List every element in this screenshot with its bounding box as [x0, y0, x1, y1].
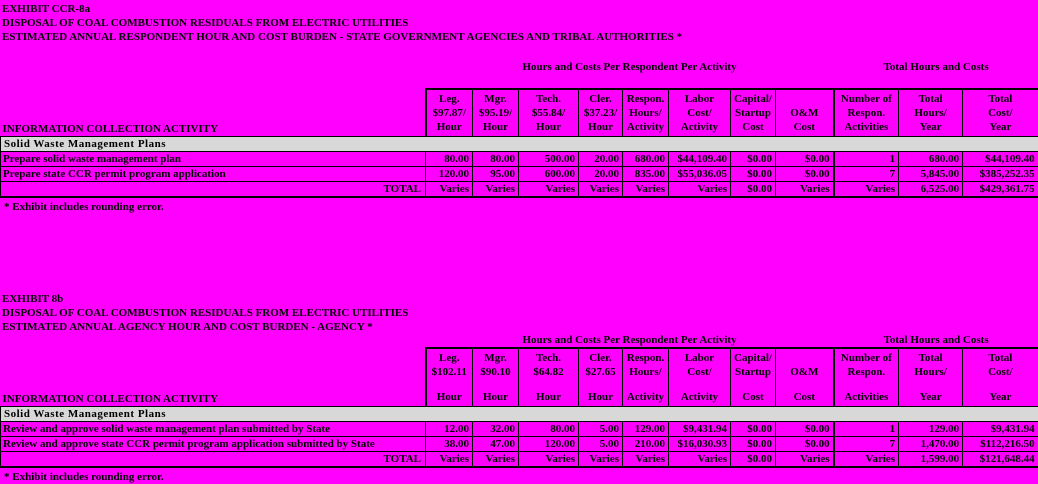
value-cell: 7	[834, 167, 899, 182]
value-cell: Varies	[426, 452, 473, 468]
column-header-line: Hour	[474, 390, 517, 404]
column-header	[623, 348, 669, 407]
value-cell: $0.00	[776, 152, 834, 167]
column-header-line: Hours/	[900, 365, 961, 379]
column-header-line: Hour	[520, 120, 577, 134]
column-header	[579, 348, 623, 407]
column-header	[731, 89, 776, 137]
group-header-totals: Total Hours and Costs	[834, 61, 1038, 74]
value-cell: $0.00	[731, 422, 776, 437]
value-cell: $121,648.44	[963, 452, 1038, 468]
column-header	[776, 89, 834, 137]
column-header-line: Labor	[670, 351, 729, 365]
column-header	[669, 348, 731, 407]
value-cell: Varies	[669, 452, 731, 468]
value-cell: $0.00	[776, 167, 834, 182]
value-cell: $44,109.40	[669, 152, 731, 167]
column-header-line: $37.23/	[580, 106, 621, 120]
column-header-line: Leg.	[428, 92, 472, 106]
value-cell: $9,431.94	[963, 422, 1038, 437]
column-header-line: Year	[964, 390, 1037, 404]
value-cell: 500.00	[519, 152, 579, 167]
column-header-line: Cost/	[964, 365, 1037, 379]
value-cell: 20.00	[579, 167, 623, 182]
value-cell: $0.00	[776, 437, 834, 452]
value-cell: 95.00	[473, 167, 519, 182]
column-header-line: Hour	[520, 390, 577, 404]
value-cell: $16,030.93	[669, 437, 731, 452]
value-cell: 32.00	[473, 422, 519, 437]
exhibit-subtitle: DISPOSAL OF COAL COMBUSTION RESIDUALS FROM ELECTRIC UTILITIES	[2, 16, 1038, 30]
activity-row	[1, 437, 1038, 452]
value-cell: 6,525.00	[899, 182, 963, 198]
column-header-line: Tech.	[520, 351, 577, 365]
value-cell: 80.00	[473, 152, 519, 167]
activity-row	[1, 152, 1038, 167]
column-header-line: Startup	[732, 365, 774, 379]
value-cell: 1	[834, 152, 899, 167]
footnote: * Exhibit includes rounding error.	[0, 468, 1038, 484]
value-cell: $385,252.35	[963, 167, 1038, 182]
column-header-line: $27.65	[580, 365, 621, 379]
column-header-line: Cost	[777, 120, 832, 134]
column-header	[899, 348, 963, 407]
value-cell: Varies	[426, 182, 473, 198]
value-cell: $0.00	[731, 437, 776, 452]
column-header-line: Total	[964, 351, 1037, 365]
column-header-line: O&M	[777, 106, 832, 120]
column-header-line: Total	[900, 92, 961, 106]
value-cell: $0.00	[776, 422, 834, 437]
value-cell: Varies	[623, 182, 669, 198]
burden-table-state	[0, 61, 1038, 198]
group-header-per-activity: Hours and Costs Per Respondent Per Activity	[426, 61, 834, 74]
info-collection-activity-header: INFORMATION COLLECTION ACTIVITY	[1, 89, 426, 137]
column-header-line: Cost	[777, 390, 832, 404]
value-cell: $429,361.75	[963, 182, 1038, 198]
column-header-line: Capital/	[732, 92, 774, 106]
footnote: * Exhibit includes rounding error.	[0, 198, 1038, 214]
value-cell: 210.00	[623, 437, 669, 452]
value-cell: $9,431.94	[669, 422, 731, 437]
value-cell: 5,845.00	[899, 167, 963, 182]
column-header-line: Cost/	[964, 106, 1037, 120]
exhibit-number: EXHIBIT 8b	[2, 292, 1038, 306]
value-cell: 120.00	[426, 167, 473, 182]
value-cell: Varies	[473, 452, 519, 468]
value-cell: 129.00	[623, 422, 669, 437]
value-cell: 120.00	[519, 437, 579, 452]
column-header-line: Hour	[580, 390, 621, 404]
value-cell: Varies	[519, 182, 579, 198]
value-cell: $55,036.05	[669, 167, 731, 182]
column-header-line: Activity	[670, 390, 729, 404]
exhibit-titles	[0, 2, 1038, 44]
total-row	[1, 182, 1038, 198]
column-header-line: Activity	[624, 390, 667, 404]
group-header-totals: Total Hours and Costs	[834, 334, 1038, 348]
value-cell: 20.00	[579, 152, 623, 167]
value-cell: 80.00	[519, 422, 579, 437]
value-cell: 80.00	[426, 152, 473, 167]
value-cell: Varies	[834, 182, 899, 198]
group-header-row	[1, 61, 1038, 74]
group-header-row	[1, 334, 1038, 348]
column-header-line: Activities	[836, 390, 898, 404]
column-header-line: Cost	[732, 120, 774, 134]
column-header-line: Tech.	[520, 92, 577, 106]
column-header-row	[1, 89, 1038, 137]
value-cell: Varies	[519, 452, 579, 468]
column-header	[776, 348, 834, 407]
exhibit-titles	[0, 292, 1038, 334]
column-header-line: Hours/	[900, 106, 961, 120]
column-header	[473, 89, 519, 137]
column-header	[834, 89, 899, 137]
value-cell: Varies	[834, 452, 899, 468]
exhibit-number: EXHIBIT CCR-8a	[2, 2, 1038, 16]
column-header-line: Leg.	[428, 351, 472, 365]
value-cell: Varies	[776, 452, 834, 468]
section-row	[1, 407, 1038, 422]
column-header	[426, 348, 473, 407]
value-cell: $0.00	[731, 452, 776, 468]
value-cell: 5.00	[579, 437, 623, 452]
group-header-spacer	[1, 61, 426, 74]
column-header-line: O&M	[777, 365, 832, 379]
column-header-line: Respon.	[624, 92, 667, 106]
exhibit-description: ESTIMATED ANNUAL AGENCY HOUR AND COST BURDEN - AGENCY *	[2, 320, 1038, 334]
column-header-line: $55.84/	[520, 106, 577, 120]
column-header-line: Hour	[474, 120, 517, 134]
value-cell: Varies	[579, 452, 623, 468]
column-header-line: Startup	[732, 106, 774, 120]
activity-label: Prepare state CCR permit program application	[1, 167, 426, 182]
column-header-line: Hours/	[624, 365, 667, 379]
column-header-line: Capital/	[732, 351, 774, 365]
group-header-per-activity: Hours and Costs Per Respondent Per Activity	[426, 334, 834, 348]
column-header-line: Activity	[670, 120, 729, 134]
column-header-line: Number of	[836, 92, 898, 106]
column-header	[473, 348, 519, 407]
column-header	[579, 89, 623, 137]
column-header-line: Activities	[836, 120, 898, 134]
column-header-line: Hour	[428, 120, 472, 134]
column-header	[623, 89, 669, 137]
column-header-line	[777, 92, 832, 106]
activity-row	[1, 167, 1038, 182]
exhibit-subtitle: DISPOSAL OF COAL COMBUSTION RESIDUALS FROM ELECTRIC UTILITIES	[2, 306, 1038, 320]
activity-label: Prepare solid waste management plan	[1, 152, 426, 167]
value-cell: 835.00	[623, 167, 669, 182]
value-cell: 47.00	[473, 437, 519, 452]
column-header-line: Respon.	[624, 351, 667, 365]
column-header-line: Total	[964, 92, 1037, 106]
column-header-line: Year	[900, 120, 961, 134]
column-header	[669, 89, 731, 137]
spacer-row	[1, 74, 1038, 89]
column-header	[519, 348, 579, 407]
column-header	[519, 89, 579, 137]
column-header-line: Labor	[670, 92, 729, 106]
column-header-line: $102.11	[428, 365, 472, 379]
column-header-row	[1, 348, 1038, 407]
value-cell: Varies	[623, 452, 669, 468]
column-header-line: $64.82	[520, 365, 577, 379]
column-header-line: Respon.	[836, 106, 898, 120]
value-cell: $0.00	[731, 167, 776, 182]
column-header-line: Year	[900, 390, 961, 404]
value-cell: 1	[834, 422, 899, 437]
value-cell: $112,216.50	[963, 437, 1038, 452]
group-header-spacer	[1, 334, 426, 348]
column-header-line: Hours/	[624, 106, 667, 120]
section-title: Solid Waste Management Plans	[1, 137, 1038, 152]
value-cell: Varies	[776, 182, 834, 198]
column-header-line: Number of	[836, 351, 898, 365]
column-header-line: Hour	[428, 390, 472, 404]
column-header-line	[777, 351, 832, 365]
column-header	[963, 89, 1038, 137]
column-header	[834, 348, 899, 407]
exhibit-description: ESTIMATED ANNUAL RESPONDENT HOUR AND COST BURDEN - STATE GOVERNMENT AGENCIES AND TRIBAL AUTHORITIES *	[2, 30, 1038, 44]
activity-label: Review and approve solid waste management plan submitted by State	[1, 422, 426, 437]
value-cell: 1,599.00	[899, 452, 963, 468]
info-collection-activity-header: INFORMATION COLLECTION ACTIVITY	[1, 348, 426, 407]
column-header-line: Cler.	[580, 92, 621, 106]
value-cell: Varies	[579, 182, 623, 198]
column-header-line: Cler.	[580, 351, 621, 365]
column-header-line: $90.10	[474, 365, 517, 379]
column-header-line: Year	[964, 120, 1037, 134]
column-header-line: Mgr.	[474, 92, 517, 106]
value-cell: 38.00	[426, 437, 473, 452]
column-header-line: Activity	[624, 120, 667, 134]
column-header-line: Mgr.	[474, 351, 517, 365]
column-header-line: Respon.	[836, 365, 898, 379]
exhibit-8b	[0, 292, 1038, 484]
total-row	[1, 452, 1038, 468]
total-label: TOTAL	[1, 452, 426, 468]
value-cell: 680.00	[623, 152, 669, 167]
value-cell: 1,470.00	[899, 437, 963, 452]
value-cell: 680.00	[899, 152, 963, 167]
exhibit-ccr-8a	[0, 2, 1038, 214]
value-cell: $0.00	[731, 152, 776, 167]
activity-label: Review and approve state CCR permit program application submitted by State	[1, 437, 426, 452]
column-header	[963, 348, 1038, 407]
value-cell: 12.00	[426, 422, 473, 437]
column-header-line: Hour	[580, 120, 621, 134]
column-header-line: $97.87/	[428, 106, 472, 120]
value-cell: 129.00	[899, 422, 963, 437]
value-cell: $44,109.40	[963, 152, 1038, 167]
column-header	[426, 89, 473, 137]
column-header	[731, 348, 776, 407]
column-header	[899, 89, 963, 137]
value-cell: $0.00	[731, 182, 776, 198]
burden-table-agency	[0, 334, 1038, 468]
column-header-line: $95.19/	[474, 106, 517, 120]
value-cell: 600.00	[519, 167, 579, 182]
activity-row	[1, 422, 1038, 437]
value-cell: 7	[834, 437, 899, 452]
section-row	[1, 137, 1038, 152]
column-header-line: Cost/	[670, 106, 729, 120]
column-header-line: Total	[900, 351, 961, 365]
total-label: TOTAL	[1, 182, 426, 198]
column-header-line: Cost	[732, 390, 774, 404]
value-cell: 5.00	[579, 422, 623, 437]
value-cell: Varies	[669, 182, 731, 198]
column-header-line: Cost/	[670, 365, 729, 379]
section-title: Solid Waste Management Plans	[1, 407, 1038, 422]
value-cell: Varies	[473, 182, 519, 198]
